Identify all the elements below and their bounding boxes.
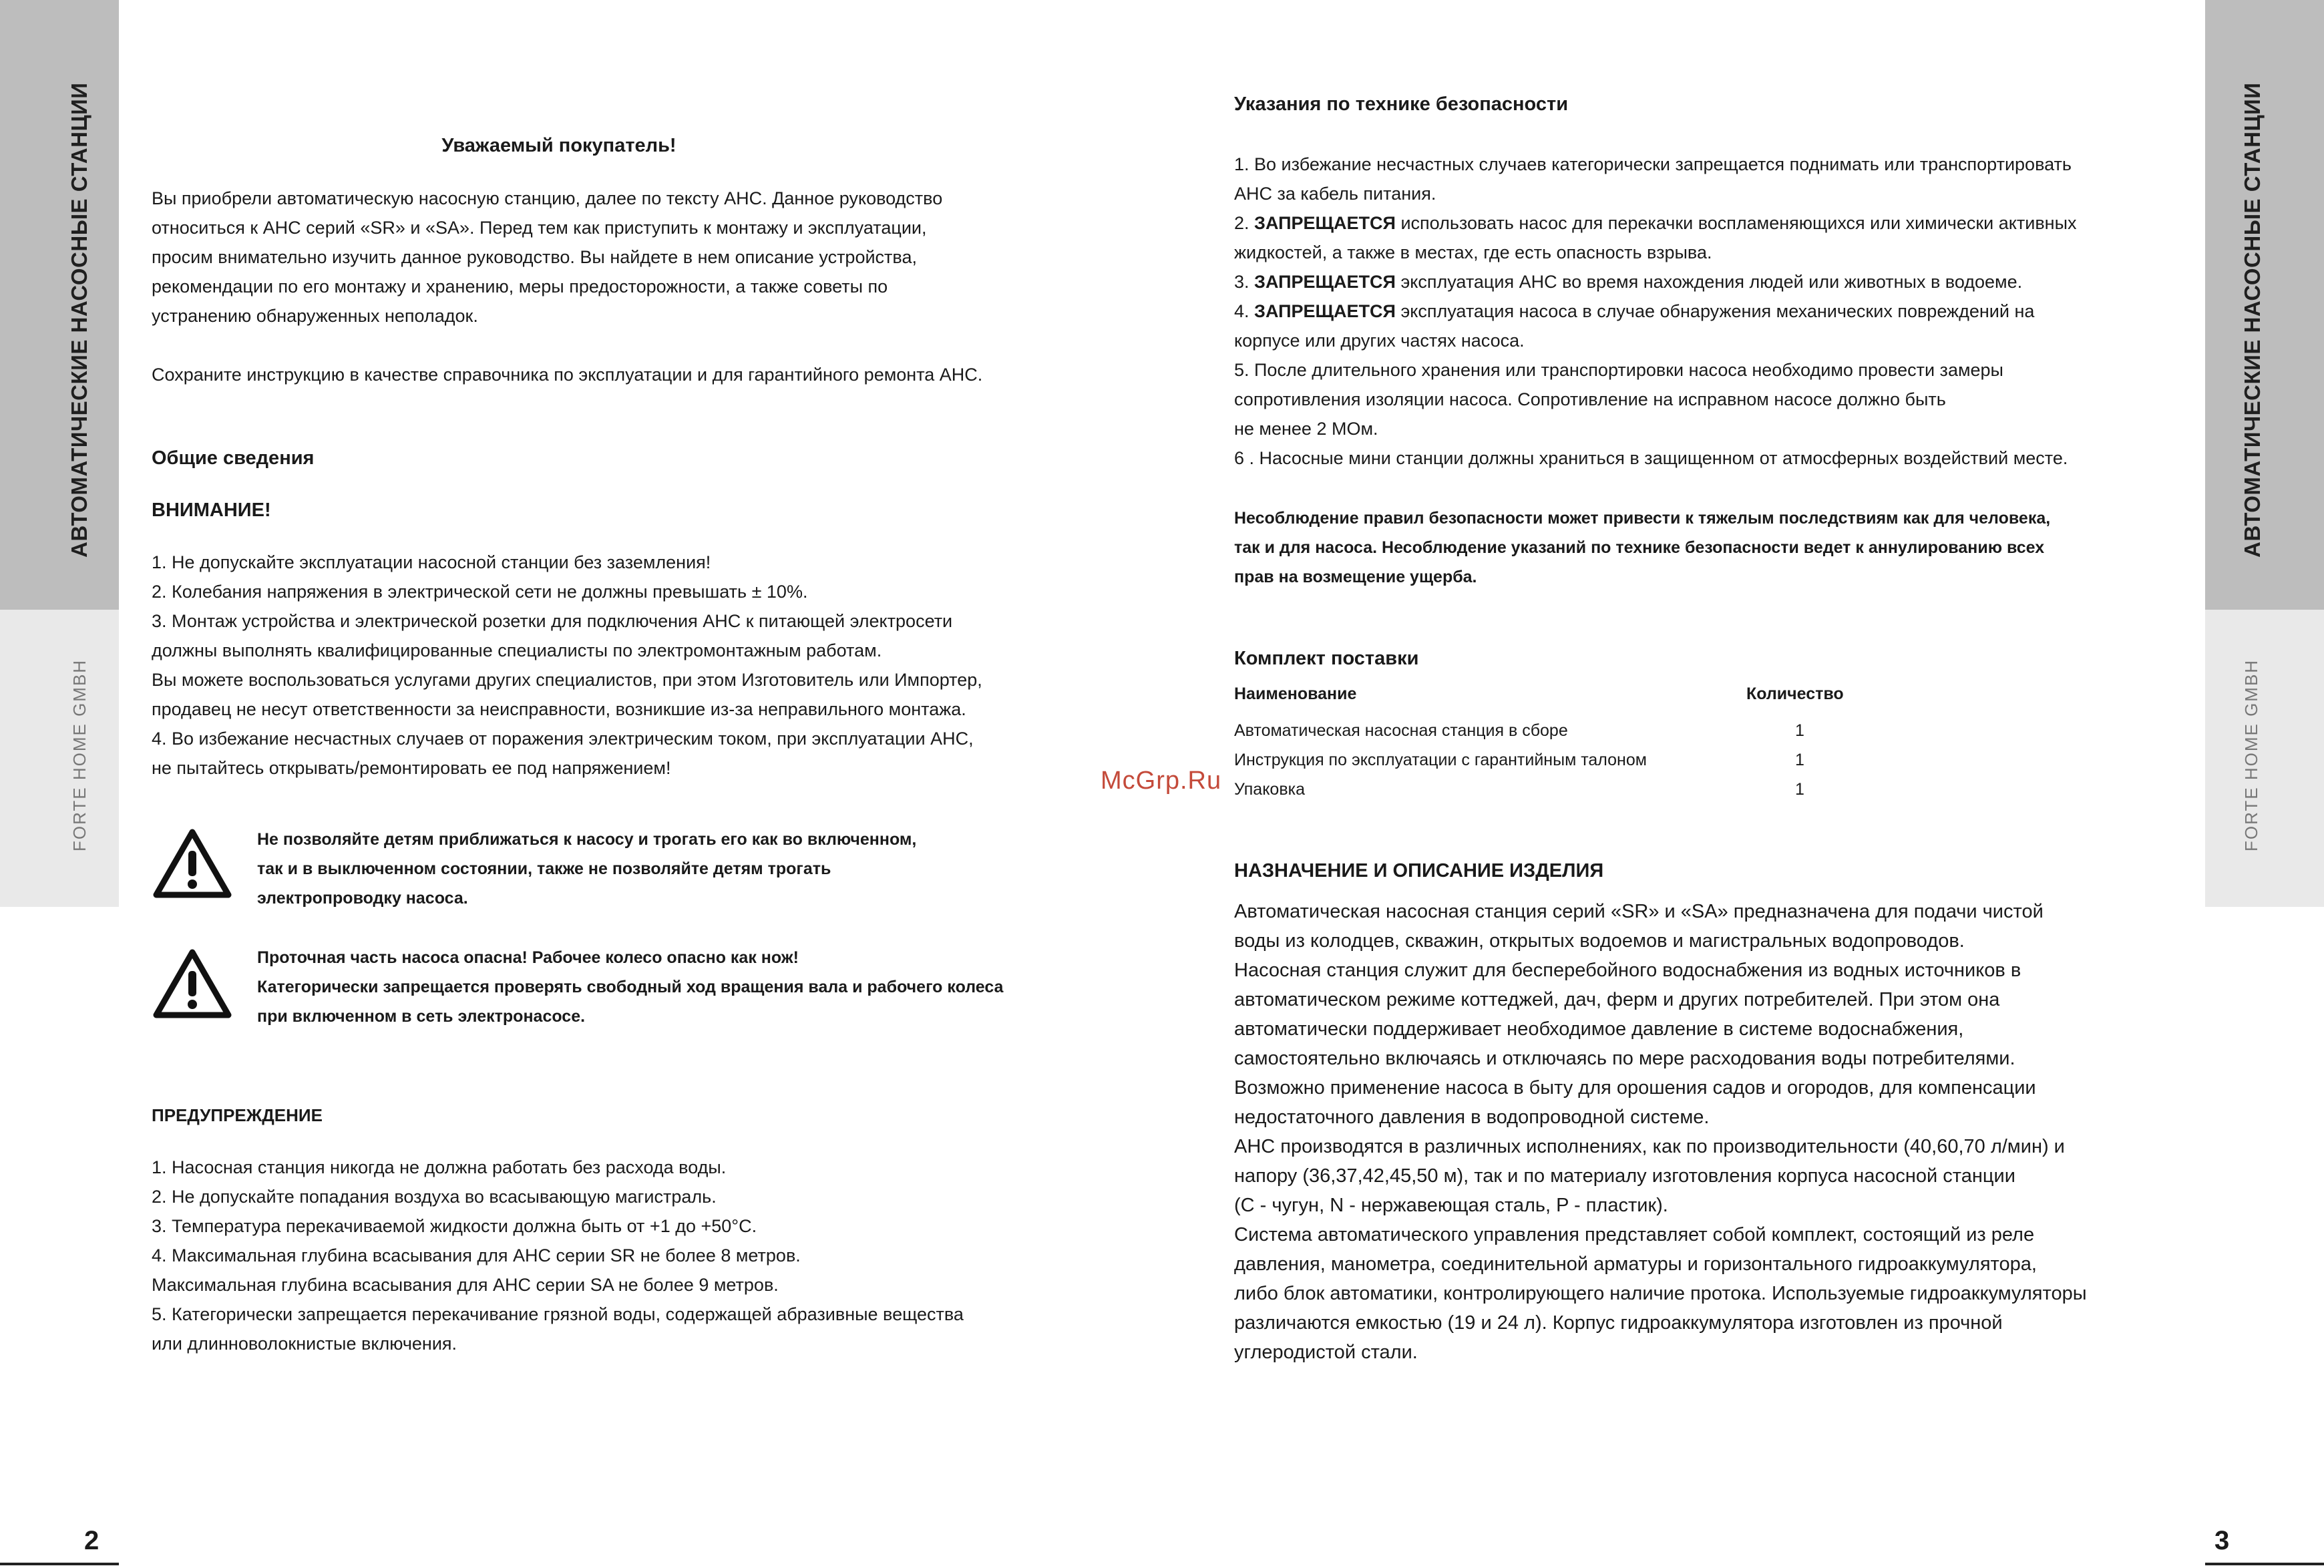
- left-page-number-rule: [0, 1563, 119, 1565]
- purpose-line: автоматическом режиме коттеджей, дач, ферм и других потребителей. При этом она: [1234, 989, 2000, 1010]
- warning-line: Проточная часть насоса опасна! Рабочее колесо опасно как нож!: [257, 948, 799, 967]
- table-row-name: Упаковка: [1234, 780, 1305, 799]
- safety-line: корпусе или других частях насоса.: [1234, 331, 1525, 351]
- table-row-qty: 1: [1795, 721, 1804, 740]
- keep-instructions: Сохраните инструкцию в качестве справочника по эксплуатации и для гарантийного ремонта АНС.: [152, 365, 983, 385]
- caution-line: 5. Категорически запрещается перекачивание грязной воды, содержащей абразивные вещества: [152, 1304, 964, 1324]
- left-page-number: 2: [84, 1526, 100, 1555]
- forbidden-emphasis: ЗАПРЕЩАЕТСЯ: [1254, 272, 1396, 292]
- purpose-line: напору (36,37,42,45,50 м), так и по материалу изготовления корпуса насосной станции: [1234, 1165, 2015, 1187]
- warning-triangle-icon: [152, 947, 232, 1020]
- purpose-line: самостоятельно включаясь и отключаясь по мере расходования воды потребителями.: [1234, 1048, 2015, 1069]
- package-heading: Комплект поставки: [1234, 648, 1419, 669]
- greeting-text: [152, 184, 1087, 389]
- general-line: 4. Во избежание несчастных случаев от поражения электрическим током, при эксплуатации АНС,: [152, 729, 974, 749]
- general-heading: Общие сведения: [152, 447, 315, 469]
- forbidden-emphasis: ЗАПРЕЩАЕТСЯ: [1254, 301, 1396, 321]
- general-line: продавец не несут ответственности за неисправности, возникшие из-за неправильного монтажа.: [152, 699, 966, 719]
- purpose-line: углеродистой стали.: [1234, 1342, 1418, 1363]
- caution-line: 1. Насосная станция никогда не должна работать без расхода воды.: [152, 1157, 727, 1177]
- warning-line: Не позволяйте детям приближаться к насосу и трогать его как во включенном,: [257, 830, 917, 849]
- purpose-line: воды из колодцев, скважин, открытых водоемов и магистральных водопроводов.: [1234, 930, 1965, 952]
- purpose-line: Насосная станция служит для бесперебойного водоснабжения из водных источников в: [1234, 960, 2021, 981]
- notice-line: прав на возмещение ущерба.: [1234, 568, 1477, 586]
- greeting-line: просим внимательно изучить данное руководство. Вы найдете в нем описание устройства,: [152, 247, 917, 267]
- caution-line: Максимальная глубина всасывания для АНС серии SA не более 9 метров.: [152, 1275, 779, 1295]
- safety-line: АНС за кабель питания.: [1234, 184, 1436, 204]
- right-sidebar-title: АВТОМАТИЧЕСКИЕ НАСОСНЫЕ СТАНЦИИ: [2240, 82, 2265, 558]
- purpose-line: либо блок автоматики, контролирующего наличие протока. Используемые гидроаккумуляторы: [1234, 1283, 2087, 1304]
- greeting-line: устранению обнаруженных неполадок.: [152, 306, 478, 326]
- safety-line: жидкостей, а также в местах, где есть опасность взрыва.: [1234, 242, 1712, 262]
- attention-heading: ВНИМАНИЕ!: [152, 500, 271, 521]
- warning-line: так и в выключенном состоянии, также не позволяйте детям трогать: [257, 859, 831, 878]
- left-sidebar-brand: FORTE HOME GMBH: [69, 658, 89, 851]
- purpose-line: (С - чугун, N - нержавеющая сталь, P - пластик).: [1234, 1195, 1668, 1216]
- purpose-text: [1234, 897, 2196, 1367]
- purpose-line: Автоматическая насосная станция серий «SR» и «SA» предназначена для подачи чистой: [1234, 901, 2044, 922]
- warning-impeller: [257, 943, 1125, 1031]
- greeting-section: [152, 135, 966, 157]
- right-page-number-rule: [2205, 1563, 2324, 1565]
- greeting-line: Вы приобрели автоматическую насосную станцию, далее по тексту АНС. Данное руководство: [152, 188, 943, 208]
- safety-line: сопротивления изоляции насоса. Сопротивление на исправном насосе должно быть: [1234, 389, 1946, 409]
- purpose-line: автоматически поддерживает необходимое давление в системе водоснабжения,: [1234, 1018, 1964, 1040]
- general-list: [152, 548, 1100, 783]
- safety-heading: Указания по технике безопасности: [1234, 93, 1569, 115]
- safety-line: 6 . Насосные мини станции должны храниться в защищенном от атмосферных воздействий месте.: [1234, 448, 2068, 468]
- purpose-line: различаются емкостью (19 и 24 л). Корпус гидроаккумулятора изготовлен из прочной: [1234, 1312, 2003, 1334]
- general-line: должны выполнять квалифицированные специалисты по электромонтажным работам.: [152, 640, 882, 660]
- safety-line: 3. ЗАПРЕЩАЕТСЯ эксплуатация АНС во время нахождения людей или животных в водоеме.: [1234, 272, 2023, 292]
- caution-line: 3. Температура перекачиваемой жидкости должна быть от +1 до +50°С.: [152, 1216, 757, 1236]
- forbidden-emphasis: ЗАПРЕЩАЕТСЯ: [1254, 213, 1396, 233]
- safety-list: [1234, 150, 2182, 473]
- safety-line: 1. Во избежание несчастных случаев категорически запрещается поднимать или транспортировать: [1234, 154, 2072, 174]
- left-sidebar-lower-band: [0, 610, 119, 907]
- purpose-line: АНС производятся в различных исполнениях, как по производительности (40,60,70 л/мин) и: [1234, 1136, 2065, 1157]
- caution-line: или длинноволокнистые включения.: [152, 1334, 457, 1354]
- package-col-name: Наименование: [1234, 684, 1357, 703]
- table-row-qty: 1: [1795, 751, 1804, 769]
- purpose-heading: НАЗНАЧЕНИЕ И ОПИСАНИЕ ИЗДЕЛИЯ: [1234, 860, 1604, 881]
- greeting-line: относиться к АНС серий «SR» и «SA». Перед тем как приступить к монтажу и эксплуатации,: [152, 218, 927, 238]
- purpose-line: Система автоматического управления представляет собой комплект, состоящий из реле: [1234, 1224, 2035, 1245]
- warning-triangle-icon: [152, 827, 232, 900]
- general-line: 3. Монтаж устройства и электрической розетки для подключения АНС к питающей электросети: [152, 611, 953, 631]
- left-sidebar-band: [0, 0, 119, 610]
- purpose-line: давления, манометра, соединительной арматуры и горизонтального гидроаккумулятора,: [1234, 1253, 2037, 1275]
- notice-line: так и для насоса. Несоблюдение указаний по технике безопасности ведет к аннулированию всех: [1234, 538, 2045, 557]
- safety-notice: [1234, 504, 2182, 592]
- caution-heading: ПРЕДУПРЕЖДЕНИЕ: [152, 1105, 323, 1125]
- warning-line: при включенном в сеть электронасосе.: [257, 1007, 586, 1026]
- right-sidebar-lower-band: [2205, 610, 2324, 907]
- caution-line: 2. Не допускайте попадания воздуха во всасывающую магистраль.: [152, 1187, 717, 1207]
- left-sidebar-title: АВТОМАТИЧЕСКИЕ НАСОСНЫЕ СТАНЦИИ: [67, 82, 91, 558]
- greeting-line: рекомендации по его монтажу и хранению, меры предосторожности, а также советы по: [152, 276, 888, 297]
- safety-line: 4. ЗАПРЕЩАЕТСЯ эксплуатация насоса в случае обнаружения механических повреждений на: [1234, 301, 2035, 321]
- caution-list: [152, 1153, 1100, 1358]
- purpose-line: Возможно применение насоса в быту для орошения садов и огородов, для компенсации: [1234, 1077, 2036, 1099]
- table-row-qty: 1: [1795, 780, 1804, 799]
- warning-line: электропроводку насоса.: [257, 889, 468, 908]
- greeting-heading: Уважаемый покупатель!: [441, 135, 676, 156]
- warning-children: [257, 825, 1125, 913]
- table-row-name: Автоматическая насосная станция в сборе: [1234, 721, 1568, 740]
- right-sidebar-brand: FORTE HOME GMBH: [2241, 658, 2261, 851]
- general-line: 1. Не допускайте эксплуатации насосной станции без заземления!: [152, 552, 711, 572]
- notice-line: Несоблюдение правил безопасности может привести к тяжелым последствиям как для человека,: [1234, 509, 2051, 528]
- general-line: 2. Колебания напряжения в электрической сети не должны превышать ± 10%.: [152, 582, 808, 602]
- table-row-name: Инструкция по эксплуатации с гарантийным талоном: [1234, 751, 1647, 769]
- safety-line: 2. ЗАПРЕЩАЕТСЯ использовать насос для перекачки воспламеняющихся или химически активных: [1234, 213, 2077, 233]
- package-col-qty: Количество: [1746, 684, 1844, 703]
- right-page-number: 3: [2214, 1526, 2230, 1555]
- watermark: McGrp.Ru: [1101, 767, 1222, 795]
- warning-line: Категорически запрещается проверять свободный ход вращения вала и рабочего колеса: [257, 978, 1004, 996]
- caution-line: 4. Максимальная глубина всасывания для АНС серии SR не более 8 метров.: [152, 1245, 801, 1265]
- general-line: не пытайтесь открывать/ремонтировать ее под напряжением!: [152, 758, 671, 778]
- safety-line: 5. После длительного хранения или транспортировки насоса необходимо провести замеры: [1234, 360, 2003, 380]
- purpose-line: недостаточного давления в водопроводной системе.: [1234, 1107, 1710, 1128]
- general-line: Вы можете воспользоваться услугами других специалистов, при этом Изготовитель или Импортер,: [152, 670, 982, 690]
- safety-line: не менее 2 МОм.: [1234, 419, 1378, 439]
